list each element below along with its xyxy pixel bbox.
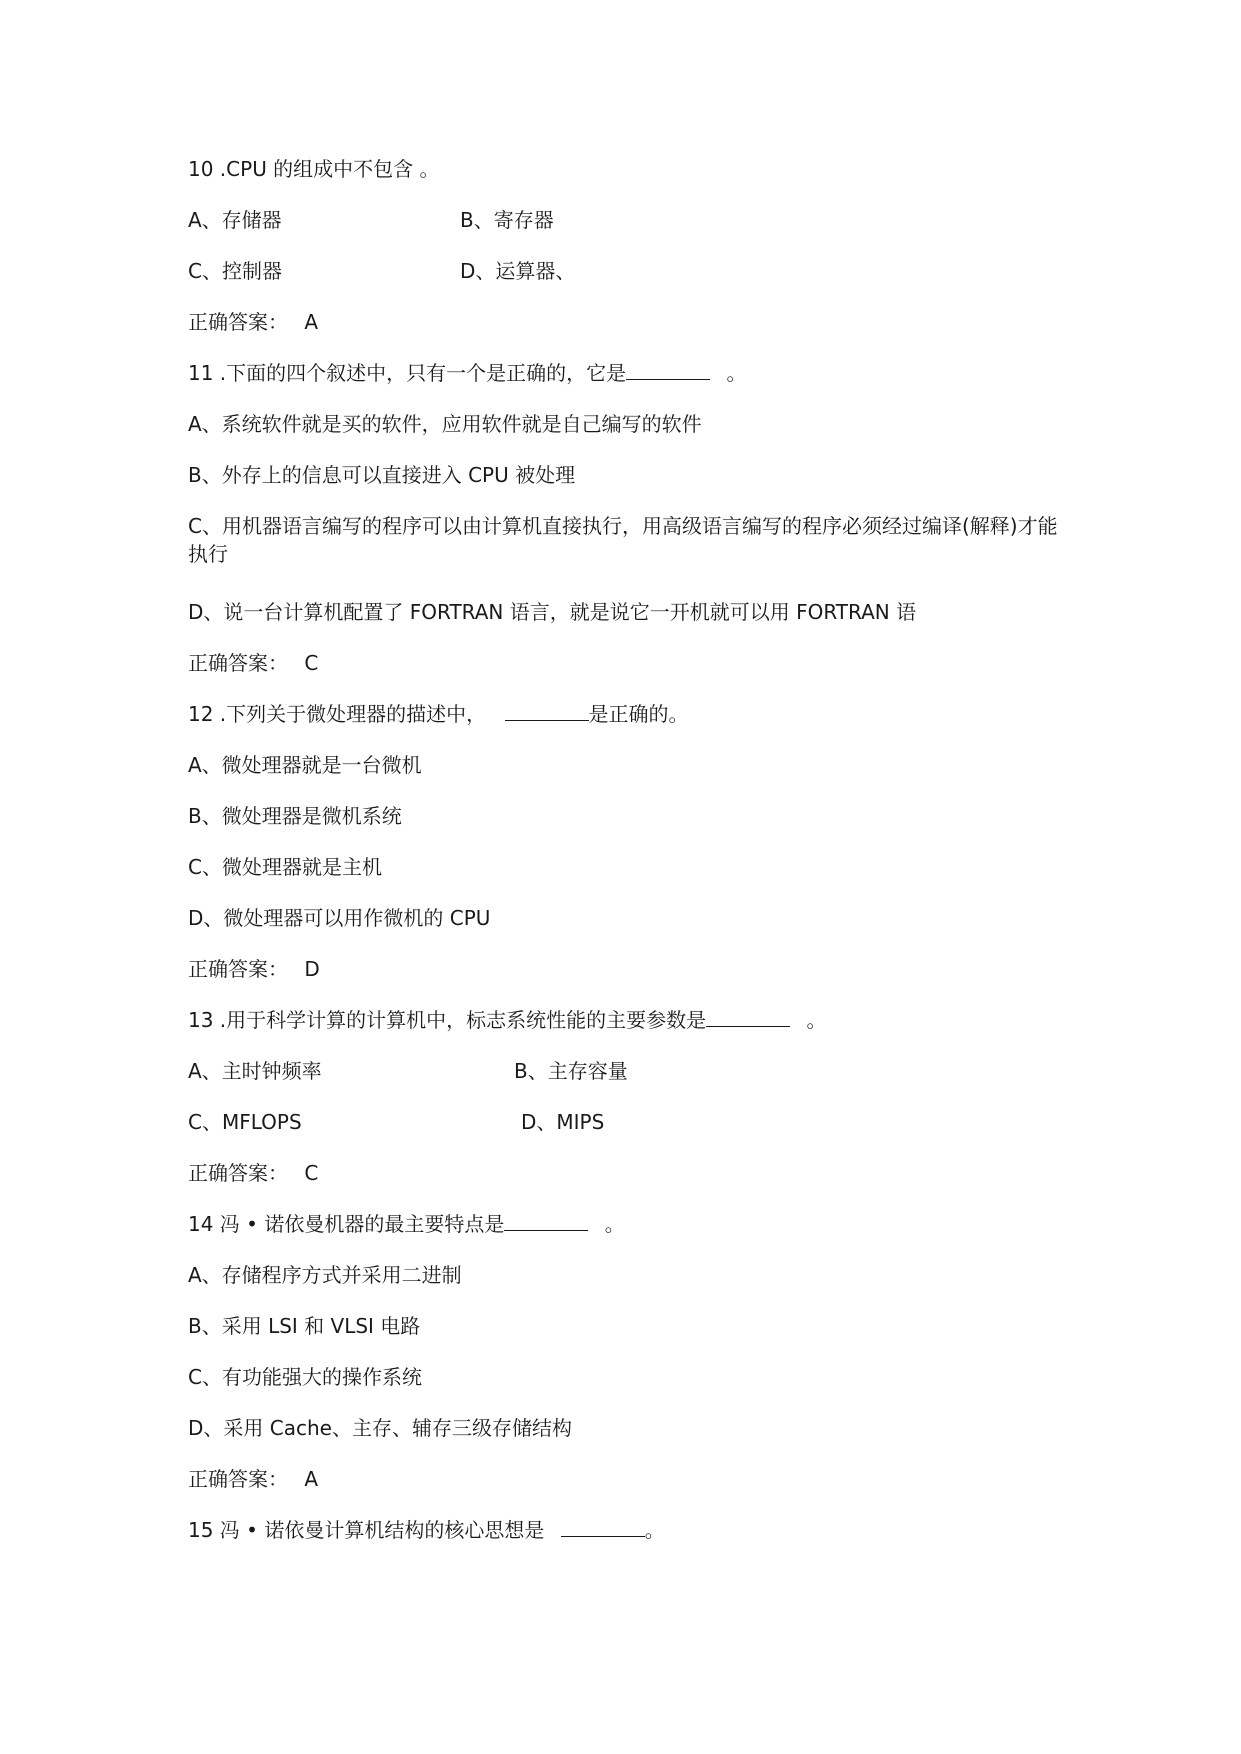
question-11-option-a: A、系统软件就是买的软件，应用软件就是自己编写的软件 [188, 412, 702, 436]
question-14-option-a: A、存储程序方式并采用二进制 [188, 1263, 462, 1287]
answer-label: 正确答案： [188, 1467, 288, 1491]
question-10-options-row-1 [188, 206, 554, 234]
answer-value: A [304, 310, 319, 334]
question-14-option-b: B、采用 LSI 和 VLSI 电路 [188, 1314, 421, 1338]
question-11-option-b: B、外存上的信息可以直接进入 CPU 被处理 [188, 463, 576, 487]
question-12-option-b: B、微处理器是微机系统 [188, 804, 402, 828]
question-14-stem-text: 14 冯 • 诺依曼机器的最主要特点是 [188, 1212, 505, 1236]
question-13-option-c: C、MFLOPS [188, 1110, 302, 1134]
question-14-option-d: D、采用 Cache、主存、辅存三级存储结构 [188, 1416, 572, 1440]
question-13-stem-end: 。 [806, 1008, 827, 1032]
answer-blank [504, 1212, 588, 1231]
question-13-stem [188, 1006, 827, 1034]
answer-value: C [304, 651, 319, 675]
question-10-answer [188, 308, 318, 336]
question-12-stem [188, 700, 689, 728]
answer-blank [561, 1518, 645, 1537]
question-13-option-a: A、主时钟频率 [188, 1059, 322, 1083]
question-14-answer [188, 1465, 318, 1493]
answer-blank [706, 1008, 790, 1027]
question-14-stem-end: 。 [604, 1212, 625, 1236]
question-15-stem-end: 。 [644, 1518, 665, 1542]
answer-value: A [304, 1467, 319, 1491]
answer-label: 正确答案： [188, 1161, 288, 1185]
question-10-option-d: D、运算器、 [460, 259, 576, 283]
question-11-option-d: D、说一台计算机配置了 FORTRAN 语言，就是说它一开机就可以用 FORTRAN 语 [188, 600, 917, 624]
question-10-option-a: A、存储器 [188, 208, 282, 232]
answer-label: 正确答案： [188, 310, 288, 334]
question-15-stem-text: 15 冯 • 诺依曼计算机结构的核心思想是 [188, 1518, 545, 1542]
question-11-answer [188, 649, 318, 677]
question-11-stem-end: 。 [726, 361, 747, 385]
answer-blank [505, 702, 589, 721]
question-10-options-row-2 [188, 257, 576, 285]
answer-value: D [304, 957, 320, 981]
question-14-option-c: C、有功能强大的操作系统 [188, 1365, 422, 1389]
question-12-stem-text: 12 .下列关于微处理器的描述中， [188, 702, 487, 726]
answer-label: 正确答案： [188, 651, 288, 675]
question-13-stem-text: 13 .用于科学计算的计算机中，标志系统性能的主要参数是 [188, 1008, 707, 1032]
question-12-stem-end: 是正确的。 [588, 702, 689, 726]
question-14-stem [188, 1210, 625, 1238]
question-12-answer [188, 955, 320, 983]
question-13-options-row-1 [188, 1057, 628, 1085]
answer-blank [626, 361, 710, 380]
question-12-option-a: A、微处理器就是一台微机 [188, 753, 422, 777]
question-10-option-c: C、控制器 [188, 259, 282, 283]
question-13-option-d: D、MIPS [521, 1110, 605, 1134]
question-13-answer [188, 1159, 318, 1187]
question-12-option-c: C、微处理器就是主机 [188, 855, 382, 879]
answer-label: 正确答案： [188, 957, 288, 981]
question-11-stem-text: 11 .下面的四个叙述中，只有一个是正确的，它是 [188, 361, 627, 385]
question-13-options-row-2 [188, 1108, 605, 1136]
question-13-option-b: B、主存容量 [514, 1059, 628, 1083]
question-10-stem: 10 .CPU 的组成中不包含 。 [188, 157, 440, 181]
question-11-option-c: C、用机器语言编写的程序可以由计算机直接执行，用高级语言编写的程序必须经过编译(解释)才能执行 [188, 514, 1058, 566]
question-15-stem [188, 1516, 665, 1544]
question-10-option-b: B、寄存器 [460, 208, 554, 232]
question-11-stem [188, 359, 747, 387]
answer-value: C [304, 1161, 319, 1185]
question-12-option-d: D、微处理器可以用作微机的 CPU [188, 906, 491, 930]
